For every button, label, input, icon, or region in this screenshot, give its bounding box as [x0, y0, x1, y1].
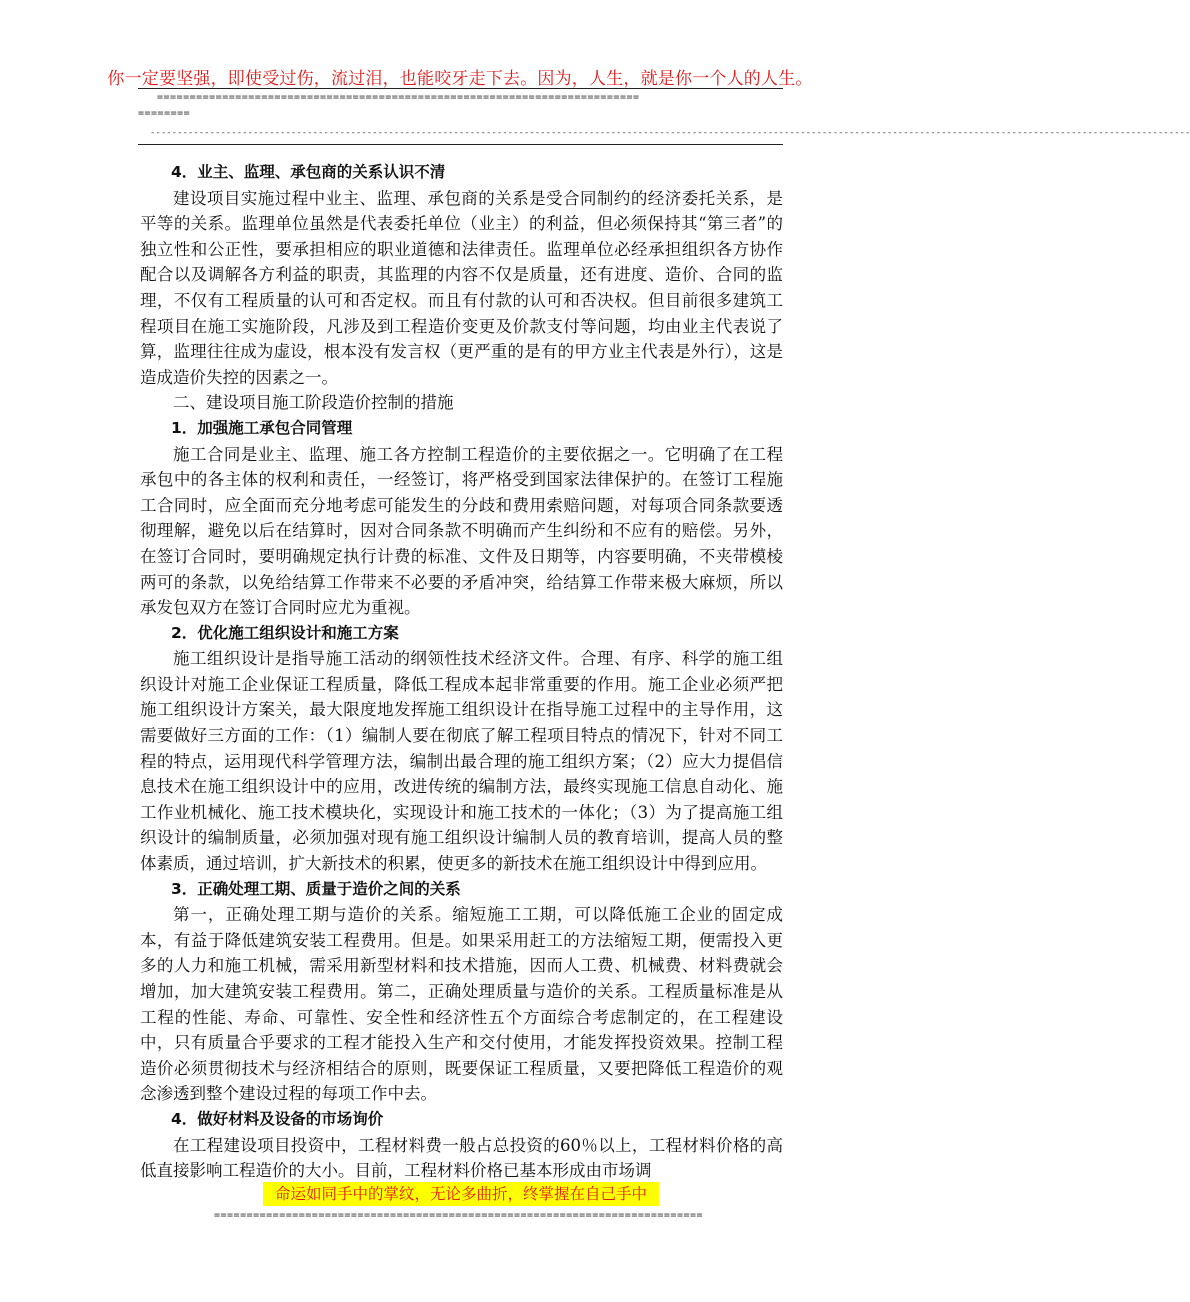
section-heading: 4．业主、监理、承包商的关系认识不清 — [171, 163, 446, 181]
section-heading: 1．加强施工承包合同管理 — [171, 418, 353, 437]
separator-line-1: ========================================================================== — [157, 92, 640, 103]
body-paragraph: 建设项目实施过程中业主、监理、承包商的关系是受合同制约的经济委托关系，是平等的关系。监理单位虽然是代表委托单位（业主）的利益，但必须保持其“第三者”的独立性和公正性，要承担相应的职业道德和法律责任。监理单位必经承担组织各方协作配合以及调解各方利益的职责，其监理的内容不仅是质量，还有进度、造价、合同的监理，不仅有工程质量的认可和否定权。而且有付款的认可和否决权。但目前很多建筑工程项目在施工实施阶段，凡涉及到工程造价变更及价款支付等问题，均由业主代表说了算，监理往往成为虚设，根本没有发言权（更严重的是有的甲方业主代表是外行），这是造成造价失控的因素之一。 — [140, 188, 783, 387]
section-heading: 2．优化施工组织设计和施工方案 — [171, 623, 399, 642]
header-rule-top — [138, 88, 783, 89]
header-rule-bottom — [138, 144, 783, 145]
body-paragraph: 在工程建设项目投资中，工程材料费一般占总投资的60％以上，工程材料价格的高低直接影响工程造价的大小。目前，工程材料价格已基本形成由市场调 — [140, 1135, 783, 1181]
body-paragraph: 二、建设项目施工阶段造价控制的措施 — [173, 393, 454, 413]
section-heading: 3．正确处理工期、质量于造价之间的关系 — [171, 879, 461, 898]
body-paragraph: 施工合同是业主、监理、施工各方控制工程造价的主要依据之一。它明确了在工程承包中的各主体的权利和责任，一经签订，将严格受到国家法律保护的。在签订工程施工合同时，应全面而充分地考虑可能发生的分歧和费用索赔问题，对每项合同条款要透彻理解，避免以后在结算时，因对合同条款不明确而产生纠纷和不应有的赔偿。另外，在签订合同时，要明确规定执行计费的标准、文件及日期等，内容要明确，不夹带模棱两可的条款，以免给结算工作带来不必要的矛盾冲突，给结算工作带来极大麻烦，所以承发包双方在签订合同时应尤为重视。 — [140, 444, 783, 618]
dashed-separator: ------------------------------------------------------------------------------------------------------------------------------------------------------------------------------------------------ — [150, 128, 1190, 138]
section-heading: 4．做好材料及设备的市场询价 — [171, 1109, 384, 1128]
document-body — [140, 160, 783, 1184]
footer-separator: =========================================================================== — [214, 1210, 704, 1221]
header-quote: 你一定要坚强，即使受过伤，流过泪，也能咬牙走下去。因为，人生，就是你一个人的人生。 — [107, 69, 813, 89]
body-paragraph: 施工组织设计是指导施工活动的纲领性技术经济文件。合理、有序、科学的施工组织设计对施工企业保证工程质量，降低工程成本起非常重要的作用。施工企业必须严把施工组织设计方案关，最大限度地发挥施工组织设计在指导施工过程中的主导作用，这需要做好三方面的工作：（1）编制人要在彻底了解工程项目特点的情况下，针对不同工程的特点，运用现代科学管理方法，编制出最合理的施工组织方案；（2）应大力提倡信息技术在施工组织设计中的应用，改进传统的编制方法，最终实现施工信息自动化、施工作业机械化、施工技术模块化，实现设计和施工技术的一体化；（3）为了提高施工组织设计的编制质量，必须加强对现有施工组织设计编制人员的教育培训，提高人员的整体素质，通过培训，扩大新技术的积累，使更多的新技术在施工组织设计中得到应用。 — [140, 649, 783, 874]
footer-quote: 命运如同手中的掌纹，无论多曲折，终掌握在自己手中 — [263, 1182, 659, 1206]
body-paragraph: 第一，正确处理工期与造价的关系。缩短施工工期，可以降低施工企业的固定成本，有益于降低建筑安装工程费用。但是。如果采用赶工的方法缩短工期，便需投入更多的人力和施工机械，需采用新型材料和技术措施，因而人工费、机械费、材料费就会增加，加大建筑安装工程费用。第二，正确处理质量与造价的关系。工程质量标准是从工程的性能、寿命、可靠性、安全性和经济性五个方面综合考虑制定的，在工程建设中，只有质量合乎要求的工程才能投入生产和交付使用，才能发挥投资效果。控制工程造价必须贯彻技术与经济相结合的原则，既要保证工程质量，又要把降低工程造价的观念渗透到整个建设过程的每项工作中去。 — [140, 905, 783, 1104]
separator-line-2: ======== — [138, 108, 191, 119]
